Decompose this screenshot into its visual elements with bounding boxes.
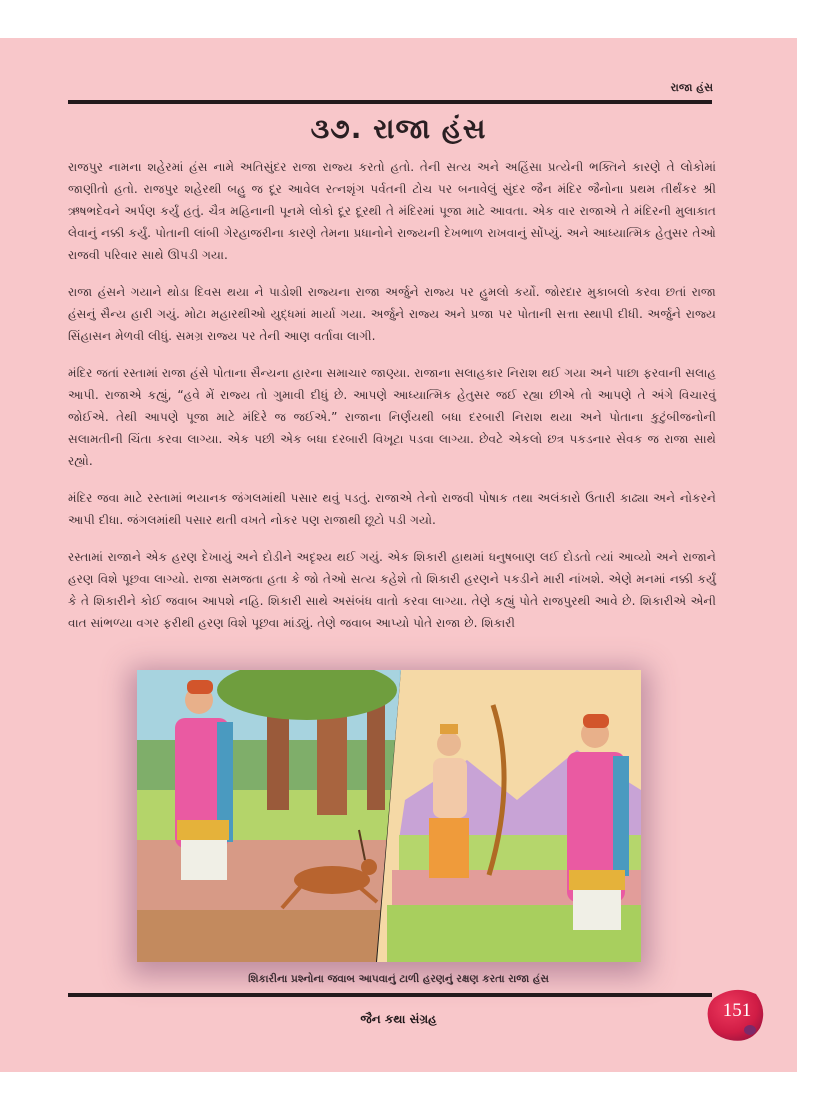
book-page xyxy=(0,38,797,1072)
footer-rule xyxy=(68,993,712,997)
header-rule xyxy=(68,100,712,104)
figure-caption: શિકારીના પ્રશ્નોના જવાબ આપવાનું ટાળી હરણનું રક્ષણ કરતા રાજા હંસ xyxy=(248,973,549,985)
paragraph-4: મંદિર જવા માટે રસ્તામાં ભયાનક જંગલમાંથી પસાર થવું પડતું. રાજાએ તેનો રાજવી પોષાક તથા અલંકારો ઉતારી કાઢ્યા અને નોકરને આપી દીધા. જંગલમાંથી પસાર થતી વખતે નોકર પણ રાજાથી છૂટો પડી ગયો. xyxy=(68,491,716,527)
paragraph-5: રસ્તામાં રાજાને એક હરણ દેખાયું અને દોડીને અદૃશ્ય થઈ ગયું. એક શિકારી હાથમાં ધનુષબાણ લઈ દોડતો ત્યાં આવ્યો અને રાજાને હરણ વિશે પૂછવા લાગ્યો. રાજા સમજતા હતા કે જો તેઓ સત્ય કહેશે તો શિકારી હરણને પકડીને મારી નાંખશે. એણે મનમાં નક્કી કર્યું કે તે શિકારીને કોઈ જવાબ આપશે નહિ. શિકારી સાથે અસંબંધ વાતો કરવા લાગ્યા. તેણે કહ્યું પોતે રાજપુરથી આવે છે. શિકારીએ એની વાત સાંભળ્યા વગર ફરીથી હરણ વિશે પૂછવા માંડ્યું. તેણે જવાબ આપ્યો પોતે રાજા છે. શિકારી xyxy=(68,550,716,630)
paragraph-2: રાજા હંસને ગયાને થોડા દિવસ થયા ને પાડોશી રાજ્યના રાજા અર્જુને રાજ્ય પર હુમલો કર્યો. જોરદાર મુકાબલો કરવા છતાં રાજા હંસનું સૈન્ય હારી ગયું. મોટા મહારથીઓ યુદ્ધમાં માર્યા ગયા. અર્જુને રાજ્ય અને પ્રજા પર પોતાની સત્તા સ્થાપી દીધી. અર્જુને રાજ્ય સિંહાસન મેળવી લીધું. સમગ્ર રાજ્ય પર તેની આણ વર્તાવા લાગી. xyxy=(68,285,716,343)
book-title: જૈન કથા સંગ્રહ xyxy=(360,1012,437,1026)
paragraph-3: મંદિર જતાં રસ્તામાં રાજા હંસે પોતાના સૈન્યના હારના સમાચાર જાણ્યા. રાજાના સલાહકાર નિરાશ થઈ ગયા અને પાછા ફરવાની સલાહ આપી. રાજાએ કહ્યું, “હવે મેં રાજ્ય તો ગુમાવી દીધું છે. આપણે આધ્યાત્મિક હેતુસર જઈ રહ્યા છીએ તો આપણે તે અંગે વિચારવું જોઈએ. તેથી આપણે પૂજા માટે મંદિરે જ જઈએ.” રાજાના નિર્ણયથી બધા દરબારી નિરાશ થયા અને પોતાના કુટુંબીજનોની સલામતીની ચિંતા કરવા લાગ્યા. એક પછી એક બધા દરબારી વિખૂટા પડવા લાગ્યા. છેવટે એકલો છત્ર પકડનાર સેવક જ રાજા સાથે રહ્યો. xyxy=(68,366,716,468)
page-number: 151 xyxy=(722,1000,752,1021)
running-head: રાજા હંસ xyxy=(670,81,713,94)
story-illustration xyxy=(137,670,641,962)
paragraph-1: રાજપુર નામના શહેરમાં હંસ નામે અતિસુંદર રાજા રાજ્ય કરતો હતો. તેની સત્ય અને અહિંસા પ્રત્યેની ભક્તિને કારણે તે લોકોમાં જાણીતો હતો. રાજપુર શહેરથી બહુ જ દૂર આવેલ રત્નશૃંગ પર્વતની ટોચ પર બનાવેલું સુંદર જૈન મંદિર જૈનોના પ્રથમ તીર્થંકર શ્રી ઋષભદેવને અર્પણ કર્યું હતું. ચૈત્ર મહિનાની પૂનમે લોકો દૂર દૂરથી તે મંદિરમાં પૂજા માટે આવતા. એક વાર રાજાએ તે મંદિરની મુલાકાત લેવાનું નક્કી કર્યું. પોતાની લાંબી ગેરહાજરીના કારણે તેમના પ્રધાનોને રાજ્યની દેખભાળ રાખવાનું સોંપ્યું. અને આધ્યાત્મિક હેતુસર તેઓ રાજવી પરિવાર સાથે ઊપડી ગયા. xyxy=(68,160,716,262)
story-body xyxy=(68,156,716,649)
chapter-title: ૩૭. રાજા હંસ xyxy=(310,112,487,145)
